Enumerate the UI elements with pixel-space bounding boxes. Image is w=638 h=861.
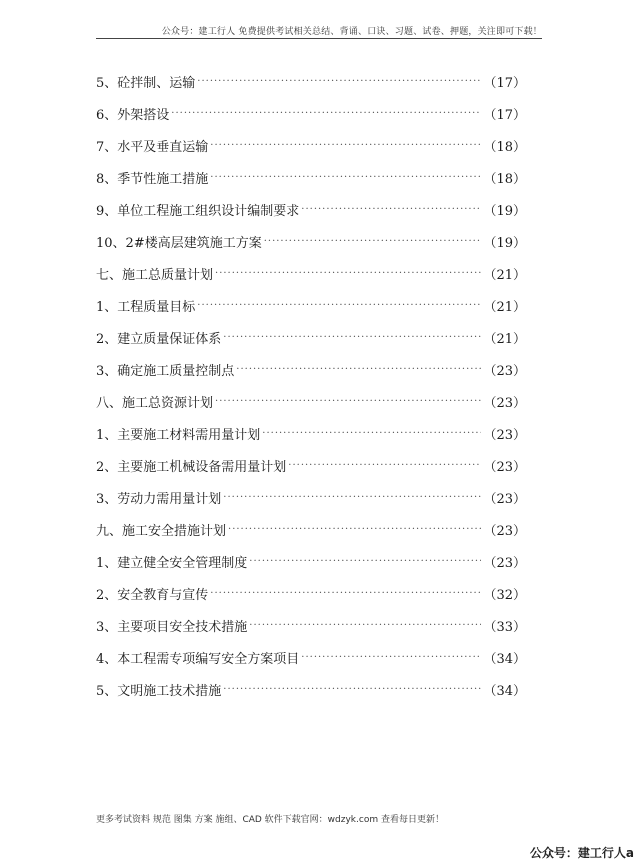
toc-entry-label: 1、建立健全安全管理制度 (96, 555, 248, 571)
toc-entry[interactable] (96, 97, 526, 129)
toc-dot-leader (197, 300, 481, 311)
toc-page-number: （18） (483, 139, 526, 155)
toc-entry-label: 1、主要施工材料需用量计划 (96, 427, 261, 443)
toc-page-number: （33） (483, 619, 526, 635)
toc-dot-leader (215, 396, 481, 407)
toc-entry-label: 1、工程质量目标 (96, 299, 196, 315)
toc-page-number: （18） (483, 171, 526, 187)
toc-entry[interactable] (96, 161, 526, 193)
toc-entry-label: 8、季节性施工措施 (96, 171, 209, 187)
toc-entry[interactable] (96, 641, 526, 673)
toc-dot-leader (236, 364, 481, 375)
toc-dot-leader (228, 524, 481, 535)
toc-dot-leader (301, 204, 481, 215)
toc-entry-label: 6、外架搭设 (96, 107, 170, 123)
toc-entry-label: 9、单位工程施工组织设计编制要求 (96, 203, 300, 219)
toc-entry-label: 七、施工总质量计划 (96, 267, 214, 283)
toc-page-number: （32） (483, 587, 526, 603)
toc-page-number: （23） (483, 491, 526, 507)
toc-entry[interactable] (96, 577, 526, 609)
toc-dot-leader (249, 620, 481, 631)
toc-dot-leader (171, 108, 481, 119)
toc-page-number: （23） (483, 363, 526, 379)
toc-entry-label: 九、施工安全措施计划 (96, 523, 227, 539)
page-footer: 更多考试资料 规范 图集 方案 施组、CAD 软件下载官网：wdzyk.com 查看每日更新！ (96, 815, 444, 825)
toc-entry[interactable] (96, 193, 526, 225)
toc-dot-leader (288, 460, 481, 471)
toc-dot-leader (223, 492, 481, 503)
toc-entry[interactable] (96, 289, 526, 321)
toc-page-number: （17） (483, 107, 526, 123)
toc-page-number: （19） (483, 235, 526, 251)
toc-dot-leader (210, 172, 481, 183)
toc-entry[interactable] (96, 449, 526, 481)
toc-entry[interactable] (96, 225, 526, 257)
toc-dot-leader (197, 76, 481, 87)
toc-entry-label: 10、2#楼高层建筑施工方案 (96, 235, 262, 251)
table-of-contents (96, 65, 526, 705)
toc-dot-leader (215, 268, 481, 279)
toc-dot-leader (210, 588, 481, 599)
toc-dot-leader (223, 684, 481, 695)
toc-dot-leader (301, 652, 481, 663)
toc-entry-label: 3、确定施工质量控制点 (96, 363, 235, 379)
toc-entry-label: 八、施工总资源计划 (96, 395, 214, 411)
toc-entry-label: 2、建立质量保证体系 (96, 331, 222, 347)
toc-entry[interactable] (96, 65, 526, 97)
toc-entry-label: 4、本工程需专项编写安全方案项目 (96, 651, 300, 667)
toc-page-number: （23） (483, 555, 526, 571)
toc-entry[interactable] (96, 513, 526, 545)
toc-entry[interactable] (96, 673, 526, 705)
toc-entry[interactable] (96, 321, 526, 353)
toc-entry[interactable] (96, 481, 526, 513)
toc-entry[interactable] (96, 417, 526, 449)
toc-dot-leader (210, 140, 481, 151)
toc-page-number: （21） (483, 331, 526, 347)
toc-page-number: （21） (483, 299, 526, 315)
toc-entry-label: 5、砼拌制、运输 (96, 75, 196, 91)
toc-page-number: （21） (483, 267, 526, 283)
toc-dot-leader (223, 332, 481, 343)
toc-entry-label: 7、水平及垂直运输 (96, 139, 209, 155)
toc-entry-label: 2、安全教育与宣传 (96, 587, 209, 603)
watermark-label: 公众号：建工行人a (529, 846, 634, 860)
toc-dot-leader (249, 556, 481, 567)
toc-entry[interactable] (96, 545, 526, 577)
toc-entry[interactable] (96, 385, 526, 417)
toc-page-number: （23） (483, 523, 526, 539)
toc-entry[interactable] (96, 257, 526, 289)
toc-page-number: （17） (483, 75, 526, 91)
header-divider (96, 38, 542, 39)
toc-dot-leader (264, 236, 482, 247)
toc-entry[interactable] (96, 353, 526, 385)
toc-page-number: （19） (483, 203, 526, 219)
toc-page-number: （34） (483, 651, 526, 667)
toc-entry-label: 5、文明施工技术措施 (96, 683, 222, 699)
toc-entry[interactable] (96, 129, 526, 161)
toc-entry-label: 3、劳动力需用量计划 (96, 491, 222, 507)
toc-page-number: （23） (483, 459, 526, 475)
toc-entry[interactable] (96, 609, 526, 641)
toc-page-number: （34） (483, 683, 526, 699)
toc-page-number: （23） (483, 427, 526, 443)
toc-page-number: （23） (483, 395, 526, 411)
page-header: 公众号：建工行人 免费提供考试相关总结、背诵、口诀、习题、试卷、押题，关注即可下载！ (161, 27, 542, 37)
toc-entry-label: 2、主要施工机械设备需用量计划 (96, 459, 287, 475)
toc-entry-label: 3、主要项目安全技术措施 (96, 619, 248, 635)
toc-dot-leader (262, 428, 481, 439)
